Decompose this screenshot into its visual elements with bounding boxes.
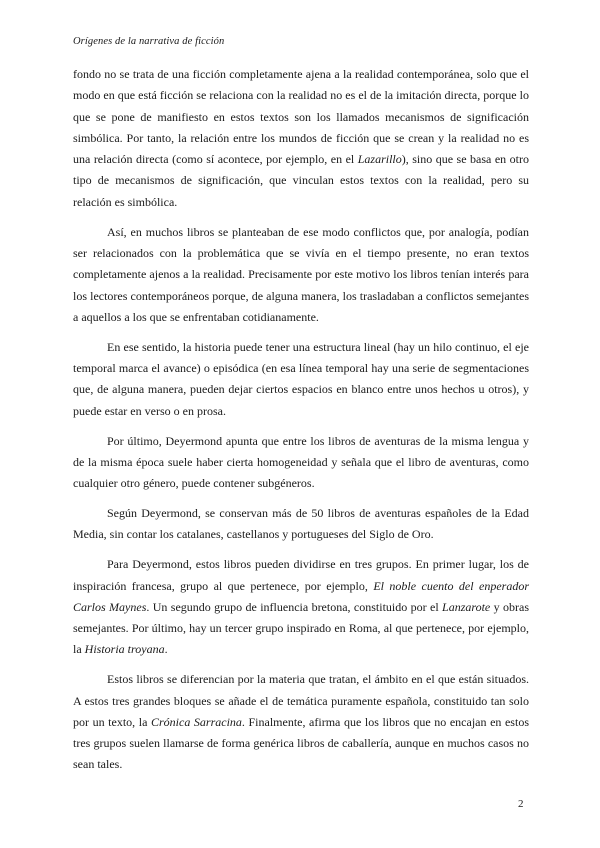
paragraph-text: . Un segundo grupo de influencia bretona, constituido por el	[146, 599, 443, 614]
italic-title: Lazarillo	[357, 152, 402, 167]
italic-title: Lanzarote	[442, 599, 491, 614]
running-header: Orígenes de la narrativa de ficción	[73, 36, 225, 47]
paragraph-5: Según Deyermond, se conservan más de 50 libros de aventuras españoles de la Edad Media, sin contar los catalanes, castellanos y portugueses del Siglo de Oro.	[73, 506, 529, 542]
paragraph-4: Por último, Deyermond apunta que entre los libros de aventuras de la misma lengua y de la misma época suele haber cierta homogeneidad y señala que el libro de aventuras, como cualquier otro género, puede contener subgéneros.	[73, 433, 529, 491]
paragraph-text: fondo no se trata de una ficción completamente ajena a la realidad contemporánea, solo que el modo en que está ficción se relaciona con la realidad no es el de la imitación directa, porque lo que se pone de manifiesto en estos textos son los llamados mecanismos de significación simbólica. Por tanto, la relación entre los mundos de ficción que se crean y la realidad no es una relación directa (como sí acontece, por ejemplo, en el	[73, 67, 529, 167]
italic-title: Crónica Sarracina	[150, 714, 242, 729]
paragraph-text: .	[164, 642, 168, 657]
italic-title: Historia troyana	[84, 642, 165, 657]
page-number: 2	[518, 798, 524, 810]
paragraph-text: Para Deyermond, estos libros pueden dividirse en tres grupos. En primer lugar, los de inspiración francesa, grupo al que pertenece, por ejemplo,	[73, 557, 529, 593]
paragraph-text: Estos libros se diferencian por la materia que tratan, el ámbito en el que están situados. A estos tres grandes bloques se añade el de temática puramente española, constituido tan solo por un texto, la	[73, 672, 529, 729]
paragraph-text: ), sino que se basa en otro tipo de mecanismos de significación, que vinculan estos textos con la realidad, pero su relación es simbólica.	[73, 152, 529, 209]
body-text	[73, 64, 529, 784]
paragraph-text: . Finalmente, afirma que los libros que no encajan en estos tres grupos suelen llamarse de forma genérica libros de caballería, aunque en muchos casos no sean tales.	[73, 714, 529, 772]
paragraph-text: y obras semejantes. Por último, hay un tercer grupo inspirado en Roma, al que pertenece, por ejemplo, la	[73, 599, 530, 657]
italic-title: El noble cuento del enperador Carlos Maynes	[73, 578, 529, 614]
paragraph-7	[73, 669, 529, 775]
paragraph-6	[73, 554, 529, 660]
paragraph-2: Así, en muchos libros se planteaban de ese modo conflictos que, por analogía, podían ser relacionados con la problemática que se vivía en el tiempo presente, no eran textos completamente ajenos a la realidad. Precisamente por este motivo los libros tenían interés para los lectores contemporáneos porque, de alguna manera, los trasladaban a conflictos semejantes a aquellos a los que se enfrentaban cotidianamente.	[73, 224, 529, 324]
paragraph-3: En ese sentido, la historia puede tener una estructura lineal (hay un hilo continuo, el eje temporal marca el avance) o episódica (en esa línea temporal hay una serie de segmentaciones que, de alguna manera, pueden dejar ciertos espacios en blanco entre unos hechos u otros), y puede estar en verso o en prosa.	[73, 339, 529, 418]
paragraph-1	[73, 64, 529, 213]
